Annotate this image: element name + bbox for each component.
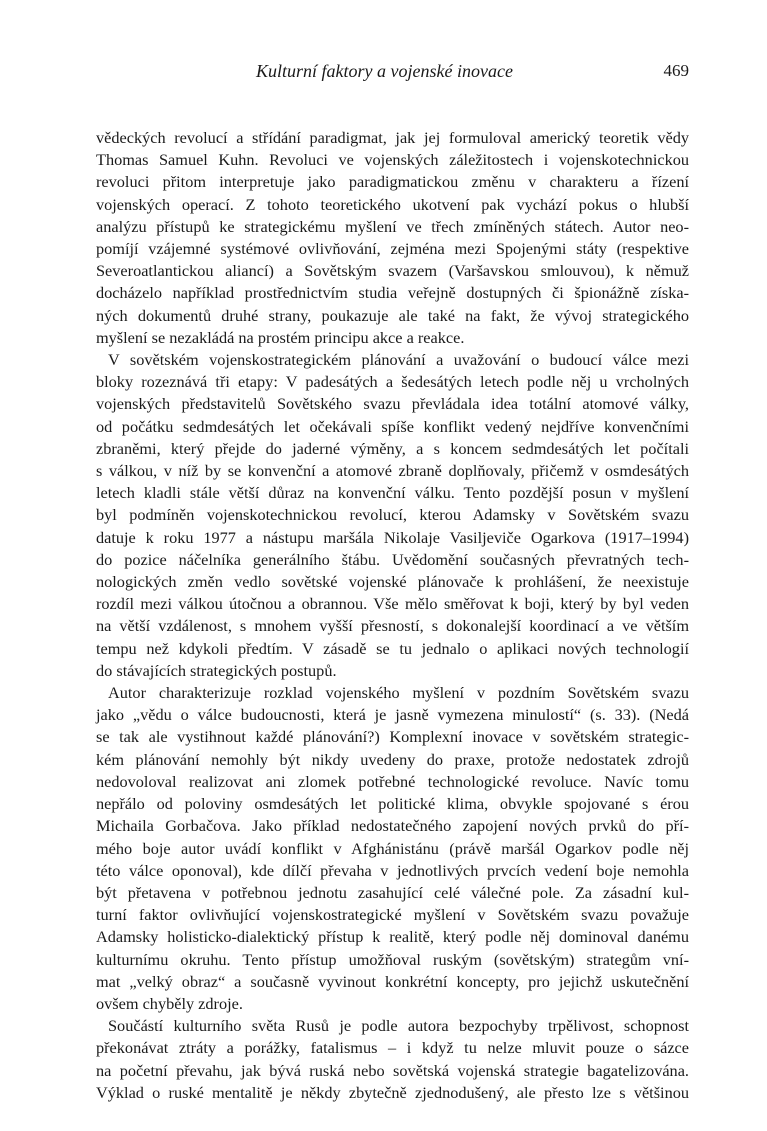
text-line: Severoatlantickou aliancí) a Sovětským svazem (Varšavskou smlouvou), k němuž bbox=[96, 261, 689, 281]
text-line: kém plánování nemohly být nikdy uvedeny do praxe, protože nedostatek zdrojů bbox=[96, 749, 689, 769]
text-line: bloky rozeznává tři etapy: V padesátých a šedesátých letech podle něj u vrcholných bbox=[96, 372, 689, 392]
text-line: Adamsky holisticko-dialektický přístup k realitě, který podle něj dominoval danému bbox=[96, 927, 689, 947]
text-line: s válkou, v níž by se konvenční a atomové zbraně doplňovaly, přičemž v osmdesátých bbox=[96, 461, 689, 481]
text-line: Michaila Gorbačova. Jako příklad nedostatečného zapojení nových prvků do pří- bbox=[96, 816, 689, 836]
text-line: datuje k roku 1977 a nástupu maršála Nikolaje Vasiljeviče Ogarkova (1917–1994) bbox=[96, 527, 689, 547]
text-line: revoluci přitom interpretuje jako paradigmatickou změnu v charakteru a řízení bbox=[96, 172, 689, 192]
text-line: tempu než kdykoli předtím. V zásadě se tu jednalo o aplikaci nových technologií bbox=[96, 638, 689, 658]
text-line: nepřálo od poloviny osmdesátých let politické klima, obvykle spojované s érou bbox=[96, 794, 689, 814]
text-line: Autor charakterizuje rozklad vojenského myšlení v pozdním Sovětském svazu bbox=[108, 683, 689, 703]
text-line: analýzu přístupů ke strategickému myšlení ve třech zmíněných státech. Autor neo- bbox=[96, 216, 689, 236]
text-line: do pozice náčelníka generálního štábu. Uvědomění současných převratných tech- bbox=[96, 549, 689, 569]
text-line: rozdíl mezi válkou útočnou a obrannou. Vše mělo směřovat k boji, který by byl veden bbox=[96, 594, 689, 614]
text-line: mého boje autor uvádí konflikt v Afghánistánu (právě maršál Ogarkov podle něj bbox=[96, 838, 689, 858]
running-title: Kulturní faktory a vojenské inovace bbox=[256, 61, 513, 81]
body-text bbox=[96, 127, 689, 1104]
text-line: od počátku sedmdesátých let očekávali spíše konflikt vedený nejdříve konvenčními bbox=[96, 416, 689, 436]
text-line: Thomas Samuel Kuhn. Revoluci ve vojenských záležitostech i vojenskotechnickou bbox=[96, 150, 689, 170]
text-line: vojenských představitelů Sovětského svazu převládala idea totální atomové války, bbox=[96, 394, 689, 414]
page-number: 469 bbox=[663, 61, 689, 80]
text-line: vědeckých revolucí a střídání paradigmat, jak jej formuloval americký teoretik vědy bbox=[96, 128, 689, 147]
text-line: Součástí kulturního světa Rusů je podle autora bezpochyby trpělivost, schopnost bbox=[108, 1016, 689, 1036]
text-line: myšlení se nezakládá na prostém principu akce a reakce. bbox=[96, 327, 465, 347]
text-line: V sovětském vojenskostrategickém plánování a uvažování o budoucí válce mezi bbox=[108, 350, 689, 370]
text-line: na větší vzdálenost, s mnohem vyšší přesností, s dokonalejší koordinací a ve větším bbox=[96, 616, 689, 636]
text-line: nologických změn vedlo sovětské vojenské plánovače k prohlášení, že neexistuje bbox=[96, 572, 689, 592]
text-line: překonávat ztráty a porážky, fatalismus – i když tu nelze mluvit pouze o sázce bbox=[96, 1038, 689, 1058]
paragraph bbox=[96, 127, 689, 349]
text-line: jako „vědu o válce budoucnosti, která je jasně vymezena minulostí“ (s. 33). (Nedá bbox=[96, 705, 689, 725]
text-line: se tak ale vystihnout každé plánování?) Komplexní inovace v sovětském strategic- bbox=[96, 727, 689, 747]
paragraph bbox=[96, 349, 689, 682]
text-line: na početní převahu, jak bývá ruská nebo sovětská vojenská strategie bagatelizována. bbox=[96, 1060, 689, 1080]
text-line: docházelo například prostřednictvím studia veřejně dostupných či špionážně získa- bbox=[96, 283, 689, 303]
text-line: mat „velký obraz“ a současně vyvinout konkrétní koncepty, pro jejichž uskutečnění bbox=[96, 971, 689, 991]
paragraph bbox=[96, 682, 689, 1015]
text-line: Výklad o ruské mentalitě je někdy zbytečně zjednodušený, ale přesto lze s většinou bbox=[96, 1082, 689, 1102]
running-header bbox=[96, 58, 689, 88]
text-line: turní faktor ovlivňující vojenskostrategické myšlení v Sovětském svazu považuje bbox=[96, 905, 689, 925]
text-line: pomíjí vzájemné systémové ovlivňování, zejména mezi Spojenými státy (respektive bbox=[96, 239, 689, 259]
text-line: ovšem chyběly zdroje. bbox=[96, 993, 243, 1013]
text-line: nedovoloval realizovat ani zlomek potřebné technologické revoluce. Navíc tomu bbox=[96, 771, 689, 791]
text-line: do stávajících strategických postupů. bbox=[96, 660, 337, 680]
paragraph bbox=[96, 1015, 689, 1104]
text-line: kulturnímu okruhu. Tento přístup umožňoval ruským (sovětským) strategům vní- bbox=[96, 949, 689, 969]
text-line: byl podmíněn vojenskotechnickou revolucí, kterou Adamsky v Sovětském svazu bbox=[96, 505, 689, 525]
text-line: být přetavena v potřebnou jednotu zasahující celé válečné pole. Za zásadní kul- bbox=[96, 882, 689, 902]
text-line: letech kladli stále větší důraz na konvenční válku. Tento pozdější posun v myšlení bbox=[96, 483, 689, 503]
text-line: vojenských operací. Z tohoto teoretického ukotvení pak vychází pokus o hlubší bbox=[96, 194, 689, 214]
text-line: zbraněmi, který přejde do jaderné výměny, a s koncem sedmdesátých let počítali bbox=[96, 438, 689, 458]
text-line: této válce oponoval), kde dílčí převaha v jednotlivých prvcích vedení boje nemohla bbox=[96, 860, 689, 880]
text-line: ných dokumentů druhé strany, poukazuje ale také na fakt, že vývoj strategického bbox=[96, 305, 689, 325]
